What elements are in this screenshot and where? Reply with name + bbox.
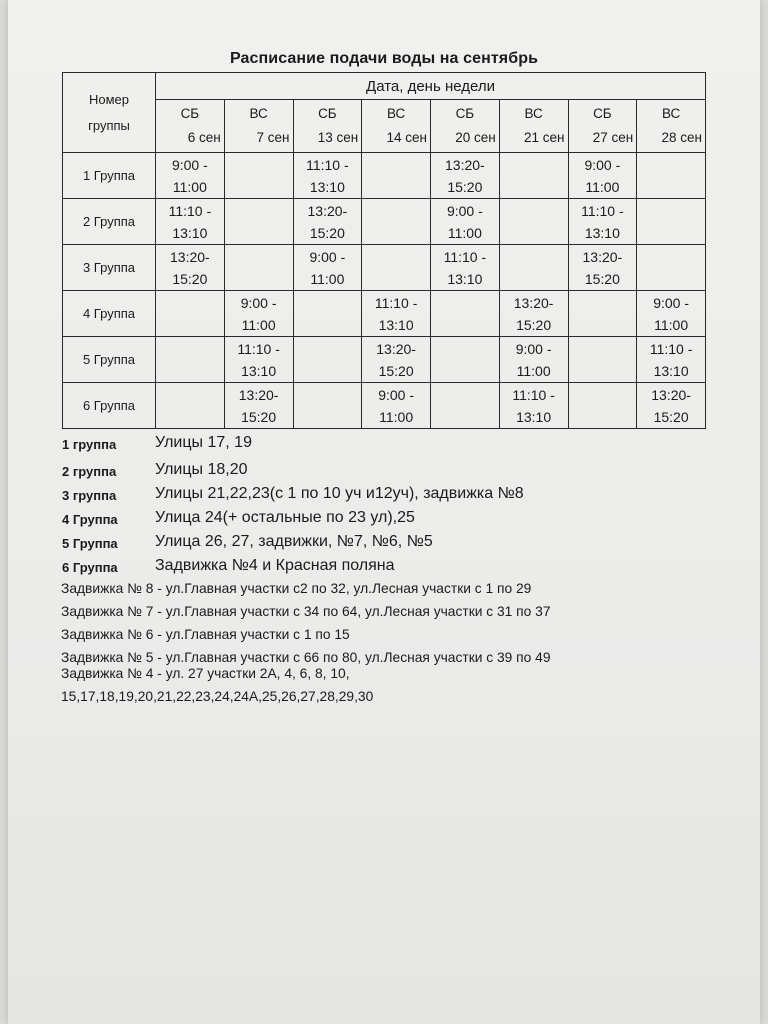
time-end: 15:20 bbox=[172, 270, 208, 287]
day-header bbox=[362, 100, 431, 153]
time-slot-cell bbox=[156, 199, 225, 245]
time-end: 13:10 bbox=[378, 316, 414, 333]
legend-streets: Улица 24(+ остальные по 23 ул),25 bbox=[155, 509, 415, 526]
empty-cell bbox=[568, 337, 637, 383]
group-number-header-line2: группы bbox=[88, 117, 130, 133]
legend-streets: Улицы 17, 19 bbox=[155, 434, 252, 451]
time-start: 13:20- bbox=[376, 340, 416, 357]
time-start: 13:20- bbox=[170, 248, 210, 265]
time-end: 13:10 bbox=[172, 224, 208, 241]
time-slot-cell bbox=[431, 153, 500, 199]
empty-cell bbox=[293, 383, 362, 429]
empty-cell bbox=[156, 337, 225, 383]
time-end: 15:20 bbox=[447, 178, 483, 195]
legend-streets: Улица 26, 27, задвижки, №7, №6, №5 bbox=[155, 533, 433, 550]
empty-cell bbox=[224, 153, 293, 199]
day-date: 14 сен bbox=[386, 130, 427, 145]
day-of-week: ВС bbox=[249, 106, 268, 121]
table-row bbox=[63, 291, 706, 337]
day-of-week: СБ bbox=[455, 106, 475, 121]
valve-line: Задвижка № 5 - ул.Главная участки с 66 по 80, ул.Лесная участки с 39 по 49 bbox=[61, 650, 551, 665]
date-day-header: Дата, день недели bbox=[156, 73, 706, 100]
time-slot-cell bbox=[156, 245, 225, 291]
legend-item bbox=[62, 432, 702, 459]
legend-item bbox=[62, 507, 702, 531]
time-end: 11:00 bbox=[585, 178, 620, 195]
group-number-header bbox=[63, 73, 156, 153]
legend-streets: Задвижка №4 и Красная поляна bbox=[155, 557, 395, 574]
valve-list bbox=[61, 578, 721, 707]
time-slot-cell bbox=[637, 383, 706, 429]
day-of-week: ВС bbox=[661, 106, 681, 121]
time-end: 15:20 bbox=[653, 408, 689, 425]
empty-cell bbox=[568, 383, 637, 429]
time-start: 11:10 - bbox=[581, 202, 624, 219]
empty-cell bbox=[637, 153, 706, 199]
group-legend bbox=[62, 432, 702, 579]
time-start: 13:20- bbox=[513, 294, 554, 311]
time-end: 13:10 bbox=[447, 270, 483, 287]
legend-item bbox=[62, 483, 702, 507]
time-end: 11:00 bbox=[516, 362, 551, 379]
valve-line: Задвижка № 6 - ул.Главная участки с 1 по 15 bbox=[61, 627, 350, 642]
empty-cell bbox=[293, 291, 362, 337]
day-date: 7 сен bbox=[256, 130, 290, 145]
day-header bbox=[568, 100, 637, 153]
group-number-header-line1: Номер bbox=[88, 91, 129, 107]
table-row bbox=[63, 153, 706, 199]
time-end: 15:20 bbox=[309, 224, 345, 241]
day-of-week: СБ bbox=[180, 106, 200, 121]
empty-cell bbox=[362, 199, 431, 245]
time-slot-cell bbox=[362, 383, 431, 429]
time-end: 11:00 bbox=[447, 224, 482, 241]
empty-cell bbox=[499, 245, 568, 291]
group-label: 2 Группа bbox=[63, 199, 156, 245]
legend-group: 2 группа bbox=[62, 464, 117, 479]
time-start: 11:10 - bbox=[512, 386, 555, 403]
day-of-week: СБ bbox=[593, 106, 612, 121]
day-of-week: ВС bbox=[386, 106, 406, 121]
time-slot-cell bbox=[499, 383, 568, 429]
empty-cell bbox=[156, 383, 225, 429]
schedule-table bbox=[62, 72, 706, 429]
day-header bbox=[156, 100, 225, 153]
time-end: 11:00 bbox=[172, 178, 207, 195]
time-end: 15:20 bbox=[241, 408, 277, 425]
group-label: 4 Группа bbox=[63, 291, 156, 337]
empty-cell bbox=[431, 337, 500, 383]
table-row bbox=[63, 337, 706, 383]
table-row bbox=[63, 199, 706, 245]
time-start: 11:10 - bbox=[374, 294, 418, 311]
empty-cell bbox=[637, 199, 706, 245]
legend-item bbox=[62, 555, 702, 579]
legend-group: 6 Группа bbox=[62, 560, 118, 575]
valve-line: Задвижка № 4 - ул. 27 участки 2А, 4, 6, 8, 10, bbox=[61, 666, 350, 681]
empty-cell bbox=[362, 153, 431, 199]
time-slot-cell bbox=[568, 153, 637, 199]
legend-group: 5 Группа bbox=[62, 536, 118, 551]
day-date: 21 сен bbox=[524, 130, 565, 145]
empty-cell bbox=[224, 199, 293, 245]
time-start: 11:10 - bbox=[649, 340, 693, 357]
valve-line: 15,17,18,19,20,21,22,23,24,24А,25,26,27,28,29,30 bbox=[61, 689, 374, 704]
empty-cell bbox=[156, 291, 225, 337]
time-slot-cell bbox=[224, 383, 293, 429]
legend-item bbox=[62, 531, 702, 555]
group-label: 1 Группа bbox=[63, 153, 156, 199]
time-start: 11:10 - bbox=[443, 248, 487, 265]
day-of-week: ВС bbox=[524, 106, 543, 121]
time-slot-cell bbox=[431, 245, 500, 291]
table-row bbox=[63, 245, 706, 291]
time-slot-cell bbox=[568, 199, 637, 245]
empty-cell bbox=[362, 245, 431, 291]
time-slot-cell bbox=[293, 199, 362, 245]
days-row bbox=[63, 100, 706, 153]
time-start: 13:20- bbox=[445, 156, 485, 173]
empty-cell bbox=[499, 153, 568, 199]
time-start: 13:20- bbox=[582, 248, 623, 265]
empty-cell bbox=[224, 245, 293, 291]
time-start: 9:00 - bbox=[171, 156, 208, 173]
time-end: 13:10 bbox=[241, 362, 277, 379]
time-end: 15:20 bbox=[516, 316, 552, 333]
legend-group: 1 группа bbox=[62, 437, 117, 452]
table-row bbox=[63, 383, 706, 429]
day-of-week: СБ bbox=[318, 106, 337, 121]
time-end: 11:00 bbox=[654, 316, 689, 333]
group-label: 6 Группа bbox=[63, 383, 156, 429]
time-end: 13:10 bbox=[516, 408, 552, 425]
time-end: 13:10 bbox=[309, 178, 345, 195]
empty-cell bbox=[293, 337, 362, 383]
time-slot-cell bbox=[293, 245, 362, 291]
day-header bbox=[637, 100, 706, 153]
time-start: 11:10 - bbox=[168, 202, 212, 219]
day-date: 6 сен bbox=[187, 130, 221, 145]
day-date: 20 сен bbox=[455, 130, 496, 145]
legend-streets: Улицы 18,20 bbox=[155, 461, 248, 478]
day-date: 28 сен bbox=[661, 130, 702, 145]
time-start: 9:00 - bbox=[309, 248, 346, 265]
legend-group: 3 группа bbox=[62, 488, 117, 503]
legend-item bbox=[62, 459, 702, 483]
time-slot-cell bbox=[362, 291, 431, 337]
valve-line: Задвижка № 7 - ул.Главная участки с 34 по 64, ул.Лесная участки с 31 по 37 bbox=[61, 604, 551, 619]
time-end: 11:00 bbox=[379, 408, 414, 425]
time-end: 15:20 bbox=[378, 362, 414, 379]
day-date: 27 сен bbox=[592, 130, 634, 145]
time-slot-cell bbox=[362, 337, 431, 383]
time-slot-cell bbox=[499, 337, 568, 383]
group-label: 3 Группа bbox=[63, 245, 156, 291]
time-end: 13:10 bbox=[584, 224, 620, 241]
legend-streets: Улицы 21,22,23(с 1 по 10 уч и12уч), задвижка №8 bbox=[155, 485, 524, 502]
time-start: 13:20- bbox=[238, 386, 279, 403]
time-start: 9:00 - bbox=[653, 294, 690, 311]
time-slot-cell bbox=[224, 291, 293, 337]
time-end: 13:10 bbox=[653, 362, 689, 379]
time-slot-cell bbox=[156, 153, 225, 199]
time-start: 9:00 - bbox=[515, 340, 552, 357]
time-slot-cell bbox=[224, 337, 293, 383]
day-header bbox=[293, 100, 362, 153]
valve-line: Задвижка № 8 - ул.Главная участки с2 по 32, ул.Лесная участки с 1 по 29 bbox=[61, 581, 532, 596]
day-header bbox=[224, 100, 293, 153]
day-header bbox=[431, 100, 500, 153]
schedule-body bbox=[63, 153, 706, 429]
time-start: 13:20- bbox=[651, 386, 691, 403]
time-start: 9:00 - bbox=[584, 156, 621, 173]
day-date: 13 сен bbox=[317, 130, 359, 145]
time-slot-cell bbox=[637, 337, 706, 383]
time-slot-cell bbox=[293, 153, 362, 199]
empty-cell bbox=[431, 383, 500, 429]
document-title: Расписание подачи воды на сентябрь bbox=[229, 50, 539, 67]
empty-cell bbox=[499, 199, 568, 245]
time-start: 11:10 - bbox=[237, 340, 280, 357]
time-start: 9:00 - bbox=[446, 202, 483, 219]
time-start: 11:10 - bbox=[306, 156, 349, 173]
time-start: 9:00 - bbox=[240, 294, 277, 311]
time-slot-cell bbox=[637, 291, 706, 337]
empty-cell bbox=[637, 245, 706, 291]
day-header bbox=[499, 100, 568, 153]
empty-cell bbox=[431, 291, 500, 337]
time-end: 11:00 bbox=[241, 316, 276, 333]
time-start: 9:00 - bbox=[378, 386, 415, 403]
time-end: 15:20 bbox=[584, 270, 620, 287]
time-end: 11:00 bbox=[310, 270, 345, 287]
time-start: 13:20- bbox=[307, 202, 348, 219]
time-slot-cell bbox=[499, 291, 568, 337]
empty-cell bbox=[568, 291, 637, 337]
legend-group: 4 Группа bbox=[62, 512, 118, 527]
time-slot-cell bbox=[568, 245, 637, 291]
time-slot-cell bbox=[431, 199, 500, 245]
group-label: 5 Группа bbox=[63, 337, 156, 383]
